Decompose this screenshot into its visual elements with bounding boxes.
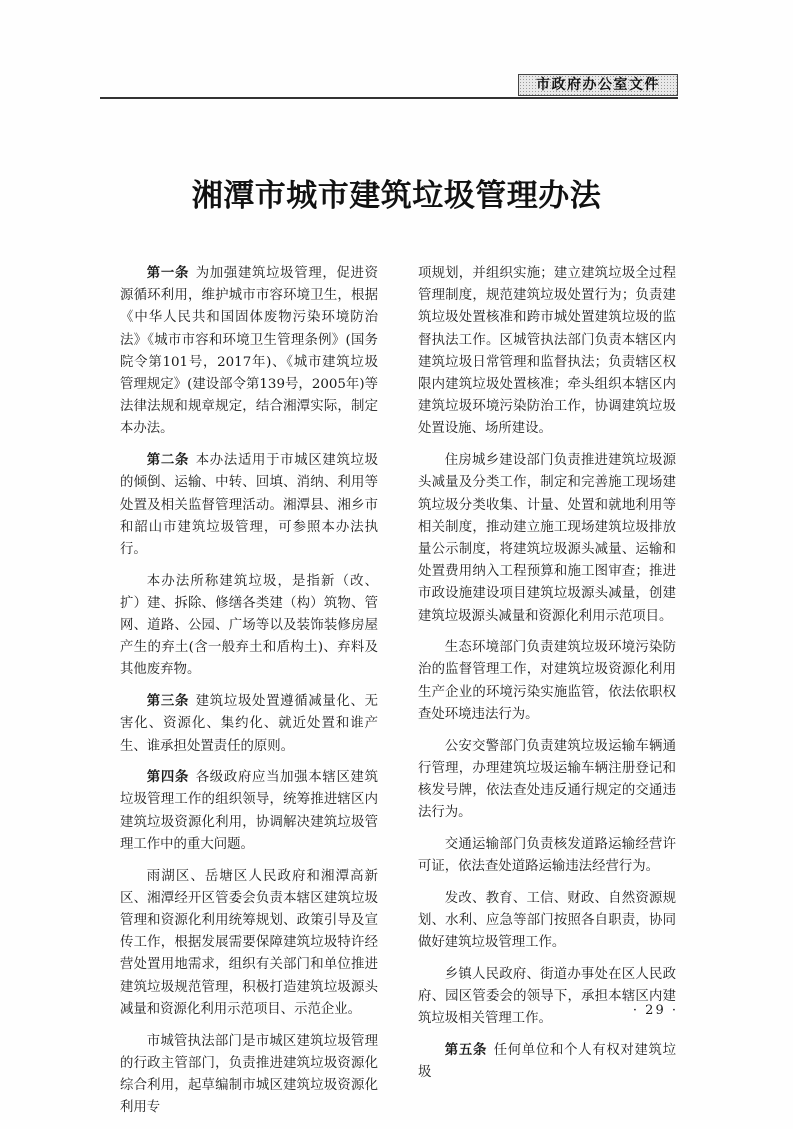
article-text: 建筑垃圾处置遵循减量化、无害化、资源化、集约化、就近处置和谁产生、谁承担处置责任的原则。	[120, 694, 379, 754]
header-rule	[100, 97, 678, 99]
article-1	[120, 263, 378, 441]
article-text: 为加强建筑垃圾管理，促进资源循环利用，维护城市市容环境卫生，根据《中华人民共和国固体废物污染环境防治法》《城市市容和环境卫生管理条例》(国务院令第101号，2017年)、《城市建筑垃圾管理规定》(建设部令第139号，2005年)等法律法规和规章规定，结合湘潭实际，制定本办法。	[120, 266, 379, 437]
paragraph: 本办法所称建筑垃圾，是指新（改、扩）建、拆除、修缮各类建（构）筑物、管网、道路、公园、广场等以及装饰装修房屋产生的弃土(含一般弃土和盾构土)、弃料及其他废弃物。	[120, 573, 378, 678]
article-heading: 第三条	[146, 694, 190, 710]
article-heading: 第四条	[146, 770, 190, 786]
paragraph-continued: 项规划，并组织实施；建立建筑垃圾全过程管理制度，规范建筑垃圾处置行为；负责建筑垃圾处置核准和跨市城处置建筑垃圾的监督执法工作。区城管执法部门负责本辖区内建筑垃圾日常管理和监督执法；负责辖区权限内建筑垃圾处置核准；牵头组织本辖区内建筑垃圾环境污染防治工作，协调建筑垃圾处置设施、场所建设。	[418, 266, 676, 437]
section-label: 市政府办公室文件	[518, 74, 678, 96]
paragraph: 雨湖区、岳塘区人民政府和湘潭高新区、湘潭经开区管委会负责本辖区建筑垃圾管理和资源化利用统筹规划、政策引导及宣传工作，根据发展需要保障建筑垃圾特许经营处置用地需求，组织有关部门和单位推进建筑垃圾规范管理，积极打造建筑垃圾源头减量和资源化利用示范项目、示范企业。	[120, 868, 378, 1017]
article-5	[418, 1040, 676, 1084]
article-4	[120, 767, 378, 856]
paragraph: 公安交警部门负责建筑垃圾运输车辆通行管理，办理建筑垃圾运输车辆注册登记和核发号牌，依法查处违反通行规定的交通违法行为。	[418, 738, 676, 821]
paragraph: 发改、教育、工信、财政、自然资源规划、水利、应急等部门按照各自职责，协同做好建筑垃圾管理工作。	[418, 890, 676, 951]
paragraph: 交通运输部门负责核发道路运输经营许可证，依法查处道路运输违法经营行为。	[418, 836, 676, 875]
article-text: 任何单位和个人有权对建筑垃圾	[418, 1043, 677, 1081]
article-heading: 第二条	[146, 453, 190, 469]
left-column	[120, 263, 378, 1129]
paragraph: 市城管执法部门是市城区建筑垃圾管理的行政主管部门，负责推进建筑垃圾资源化综合利用，起草编制市城区建筑垃圾资源化利用专	[120, 1033, 378, 1116]
article-2	[120, 450, 378, 561]
document-title: 湘潭市城市建筑垃圾管理办法	[191, 178, 602, 214]
paragraph: 住房城乡建设部门负责推进建筑垃圾源头减量及分类工作，制定和完善施工现场建筑垃圾分类收集、计量、处置和就地利用等相关制度，推动建立施工现场建筑垃圾排放量公示制度，将建筑垃圾源头减量、运输和处置费用纳入工程预算和施工图审查；推进市政设施建设项目建筑垃圾源头减量，创建建筑垃圾源头减量和资源化利用示范项目。	[418, 453, 676, 624]
article-3	[120, 691, 378, 758]
paragraph: 生态环境部门负责建筑垃圾环境污染防治的监督管理工作，对建筑垃圾资源化利用生产企业的环境污染实施监管，依法依职权查处环境违法行为。	[418, 640, 676, 722]
paragraph: 乡镇人民政府、街道办事处在区人民政府、园区管委会的领导下，承担本辖区内建筑垃圾相关管理工作。	[418, 966, 676, 1027]
article-heading: 第五条	[444, 1043, 488, 1058]
page-number: · 29 ·	[632, 1003, 678, 1018]
article-text: 本办法适用于市城区建筑垃圾的倾倒、运输、中转、回填、消纳、利用等处置及相关监督管理活动。湘潭县、湘乡市和韶山市建筑垃圾管理，可参照本办法执行。	[120, 453, 379, 557]
article-heading: 第一条	[146, 266, 190, 281]
right-column	[418, 263, 676, 1094]
article-text: 各级政府应当加强本辖区建筑垃圾管理工作的组织领导，统筹推进辖区内建筑垃圾资源化利用，协调解决建筑垃圾管理工作中的重大问题。	[120, 770, 379, 852]
